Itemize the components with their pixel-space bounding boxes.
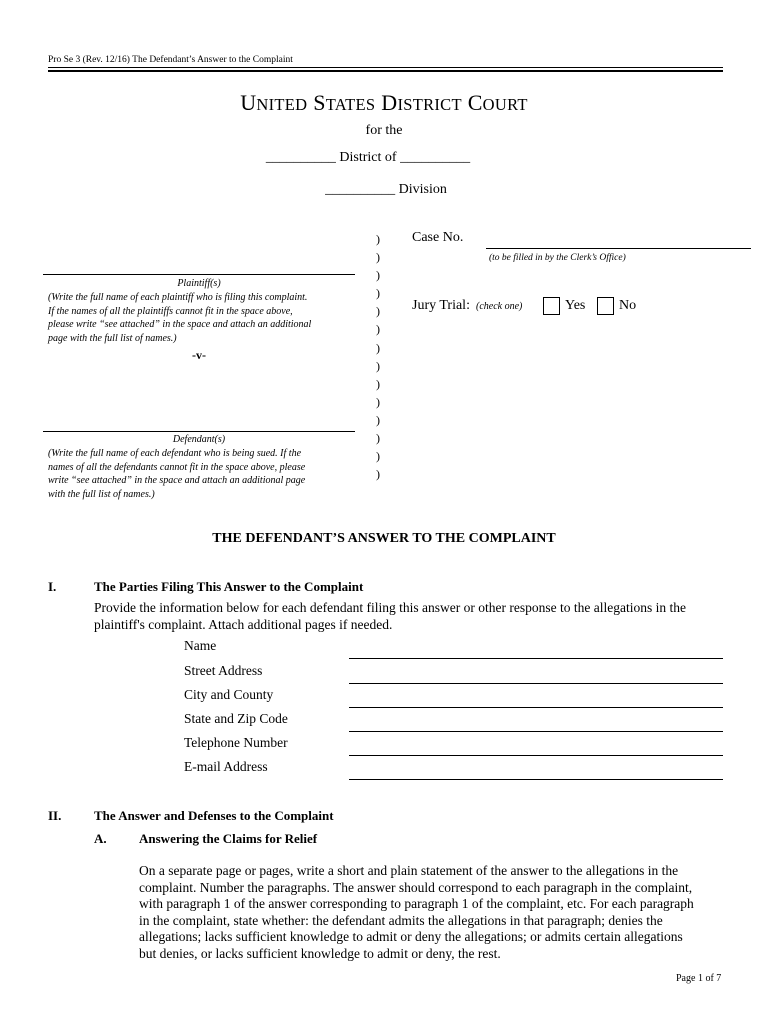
subsection-a-letter: A.	[94, 831, 107, 846]
subsection-a-title: Answering the Claims for Relief	[139, 831, 318, 846]
versus-label: -v-	[192, 348, 206, 362]
street-address-input[interactable]	[349, 683, 723, 684]
form-identifier: Pro Se 3 (Rev. 12/16) The Defendant’s Answer to the Complaint	[48, 55, 293, 65]
state-zip-input[interactable]	[349, 731, 723, 732]
for-the-text: for the	[365, 123, 403, 138]
case-number-label: Case No.	[412, 230, 464, 245]
document-title: THE DEFENDANT’S ANSWER TO THE COMPLAINT	[212, 531, 556, 546]
jury-trial-label: Jury Trial:	[412, 298, 470, 313]
section-1-number: I.	[48, 579, 57, 594]
defendant-note: (Write the full name of each defendant who is being sued. If the names of all the defendants cannot fit in the space above, please write “see attached” in the space and attach an additional page with the full list of names.)	[48, 448, 306, 501]
jury-yes-checkbox[interactable]	[543, 297, 560, 315]
page-number: Page 1 of 7	[676, 973, 722, 984]
telephone-input[interactable]	[349, 755, 723, 756]
section-2-number: II.	[48, 808, 62, 823]
email-label: E-mail Address	[184, 759, 268, 774]
division-line[interactable]: __________ Division	[325, 182, 447, 197]
jury-yes-label: Yes	[565, 298, 586, 313]
plaintiff-note: (Write the full name of each plaintiff who is filing this complaint. If the names of all the plaintiffs cannot fit in the space above, please write “see attached” in the space and attach an additional page with the full list of names.)	[48, 292, 312, 345]
section-1-instructions: Provide the information below for each defendant filing this answer or other response to the allegations in the plaintiff's complaint. Attach additional pages if needed.	[94, 600, 686, 632]
state-zip-label: State and Zip Code	[184, 711, 288, 726]
caption-parentheses: ) ) ) ) ) ) ) ) ) ) ) ) ) )	[376, 232, 380, 482]
jury-no-label: No	[619, 298, 637, 313]
case-number-field[interactable]	[486, 248, 751, 249]
plaintiff-label: Plaintiff(s)	[177, 278, 221, 289]
defendant-name-line[interactable]	[43, 431, 355, 432]
name-label: Name	[184, 638, 217, 653]
section-1-title: The Parties Filing This Answer to the Complaint	[94, 579, 364, 594]
clerk-office-note: (to be filled in by the Clerk’s Office)	[489, 253, 626, 263]
telephone-label: Telephone Number	[184, 735, 288, 750]
defendant-label: Defendant(s)	[172, 434, 226, 445]
city-county-label: City and County	[184, 687, 274, 702]
district-line[interactable]: __________ District of __________	[265, 150, 471, 165]
subsection-a-paragraph: On a separate page or pages, write a short and plain statement of the answer to the allegations in the complaint. Number the paragraphs. The answer should correspond to each paragraph in the complaint, with paragraph 1 of the answer corresponding to paragraph 1 of the complaint, etc. For each paragraph in the complaint, state whether: the defendant admits the allegations in that paragraph; denies the allegations; lacks sufficient knowledge to admit or deny the allegations; or admits certain allegations but denies, or lacks sufficient knowledge to admit or deny, the rest.	[139, 863, 694, 961]
header-rule-thick	[48, 70, 723, 72]
jury-no-checkbox[interactable]	[597, 297, 614, 315]
check-one-note: (check one)	[476, 301, 523, 312]
header-rule-thin	[48, 67, 723, 68]
court-title: UNITED STATES DISTRICT COURT	[240, 90, 528, 115]
name-input[interactable]	[349, 658, 723, 659]
section-2-title: The Answer and Defenses to the Complaint	[94, 808, 334, 823]
city-county-input[interactable]	[349, 707, 723, 708]
plaintiff-name-line[interactable]	[43, 274, 355, 275]
street-address-label: Street Address	[184, 663, 263, 678]
email-input[interactable]	[349, 779, 723, 780]
